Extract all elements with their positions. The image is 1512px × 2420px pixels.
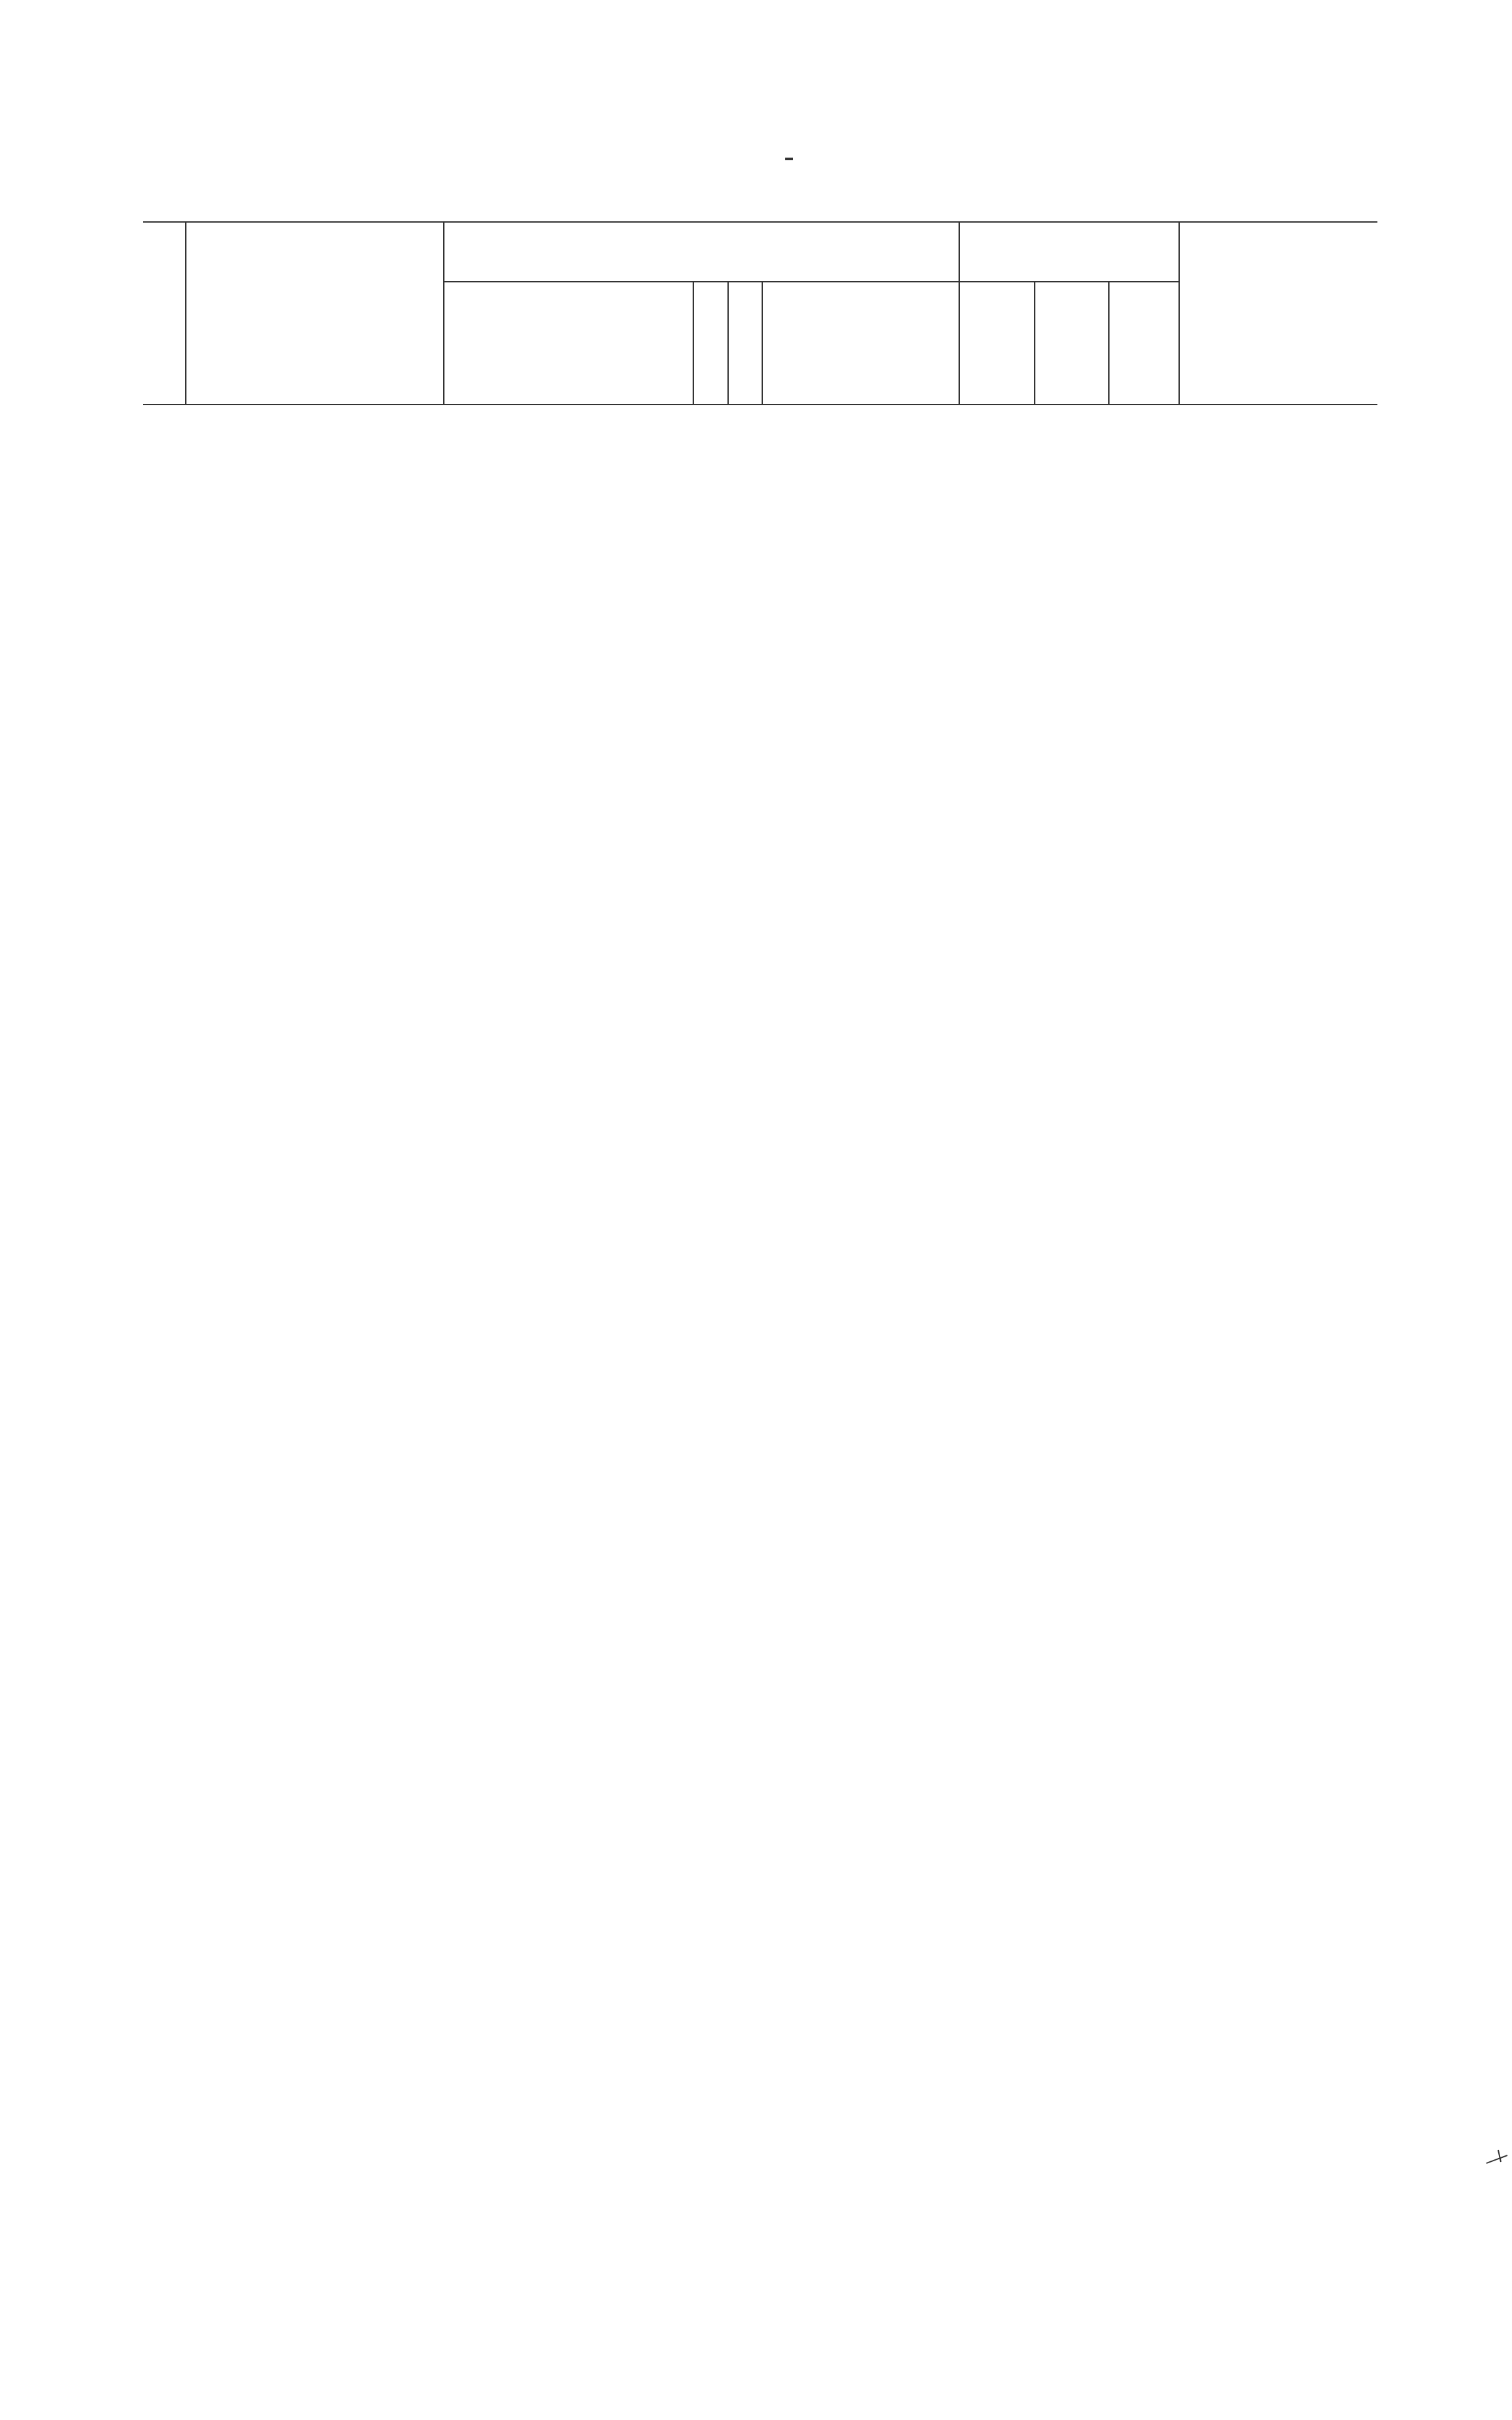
margin-mark — [1485, 2146, 1509, 2166]
prior-to-header — [1038, 286, 1097, 397]
superannuation-header — [1115, 286, 1175, 397]
title-divider-mark — [785, 158, 793, 160]
units-row — [0, 508, 1512, 527]
since-last-header — [991, 286, 1030, 397]
